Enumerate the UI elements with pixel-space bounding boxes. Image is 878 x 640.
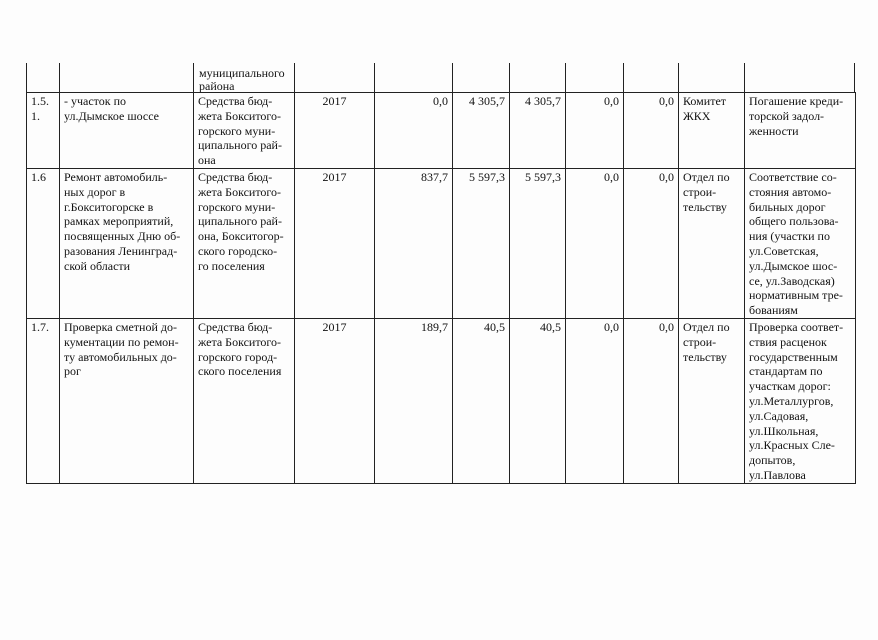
column-divider	[678, 63, 679, 93]
responsible-cell: Отдел по строи- тельству	[679, 169, 745, 319]
value-cell: 0,0	[566, 93, 624, 169]
year-cell: 2017	[295, 169, 375, 319]
column-divider	[26, 63, 27, 93]
activity-name-cell: - участок по ул.Дымское шоссе	[60, 93, 194, 169]
value-cell: 189,7	[375, 318, 453, 483]
funding-source-cell: Средства бюд- жета Бокситого- горского муни- ципального рай- она	[194, 93, 295, 169]
funding-source-cell: Средства бюд- жета Бокситого- горского муни- ципального рай- она, Бокситогор- ского городско- го поселения	[194, 169, 295, 319]
result-cell: Проверка соответ- ствия расценок государственным стандартам по участкам дорог: ул.Металлургов, ул.Садовая, ул.Школьная, ул.Красных Сле- допытов, ул.Павлова	[745, 318, 856, 483]
table-row	[27, 318, 856, 483]
year-cell: 2017	[295, 93, 375, 169]
responsible-cell: Комитет ЖКХ	[679, 93, 745, 169]
value-cell: 4 305,7	[510, 93, 566, 169]
responsible-cell: Отдел по строи- тельству	[679, 318, 745, 483]
value-cell: 837,7	[375, 169, 453, 319]
column-divider	[565, 63, 566, 93]
column-divider	[509, 63, 510, 93]
value-cell: 0,0	[624, 93, 679, 169]
row-number-cell: 1.5. 1.	[27, 93, 60, 169]
funding-source-cell: Средства бюд- жета Бокситого- горского город- ского поселения	[194, 318, 295, 483]
result-cell: Соответствие со- стояния автомо- бильных дорог общего пользова- ния (участки по ул.Советская, ул.Дымское шос- се, ул.Заводская) нормативным тре- бованиям	[745, 169, 856, 319]
value-cell: 0,0	[375, 93, 453, 169]
column-divider	[374, 63, 375, 93]
program-activities-table	[26, 92, 856, 484]
result-cell: Погашение креди- торской задол- женности	[745, 93, 856, 169]
table-continuation-row	[26, 63, 855, 93]
column-divider	[294, 63, 295, 93]
row-number-cell: 1.7.	[27, 318, 60, 483]
column-divider	[623, 63, 624, 93]
column-divider	[59, 63, 60, 93]
activity-name-cell: Ремонт автомобиль- ных дорог в г.Бокситогорске в рамках мероприятий, посвященных Дню об- разования Ленинград- ской области	[60, 169, 194, 319]
continuation-source-text: муниципального района	[199, 66, 285, 93]
activity-name-cell: Проверка сметной до- кументации по ремон- ту автомобильных до- рог	[60, 318, 194, 483]
column-divider	[452, 63, 453, 93]
table-row	[27, 93, 856, 169]
value-cell: 40,5	[453, 318, 510, 483]
table-row	[27, 169, 856, 319]
value-cell: 0,0	[566, 318, 624, 483]
year-cell: 2017	[295, 318, 375, 483]
row-number-cell: 1.6	[27, 169, 60, 319]
column-divider	[744, 63, 745, 93]
value-cell: 4 305,7	[453, 93, 510, 169]
value-cell: 0,0	[566, 169, 624, 319]
value-cell: 40,5	[510, 318, 566, 483]
value-cell: 0,0	[624, 169, 679, 319]
column-divider	[193, 63, 194, 93]
column-divider	[854, 63, 855, 93]
value-cell: 5 597,3	[510, 169, 566, 319]
value-cell: 5 597,3	[453, 169, 510, 319]
value-cell: 0,0	[624, 318, 679, 483]
